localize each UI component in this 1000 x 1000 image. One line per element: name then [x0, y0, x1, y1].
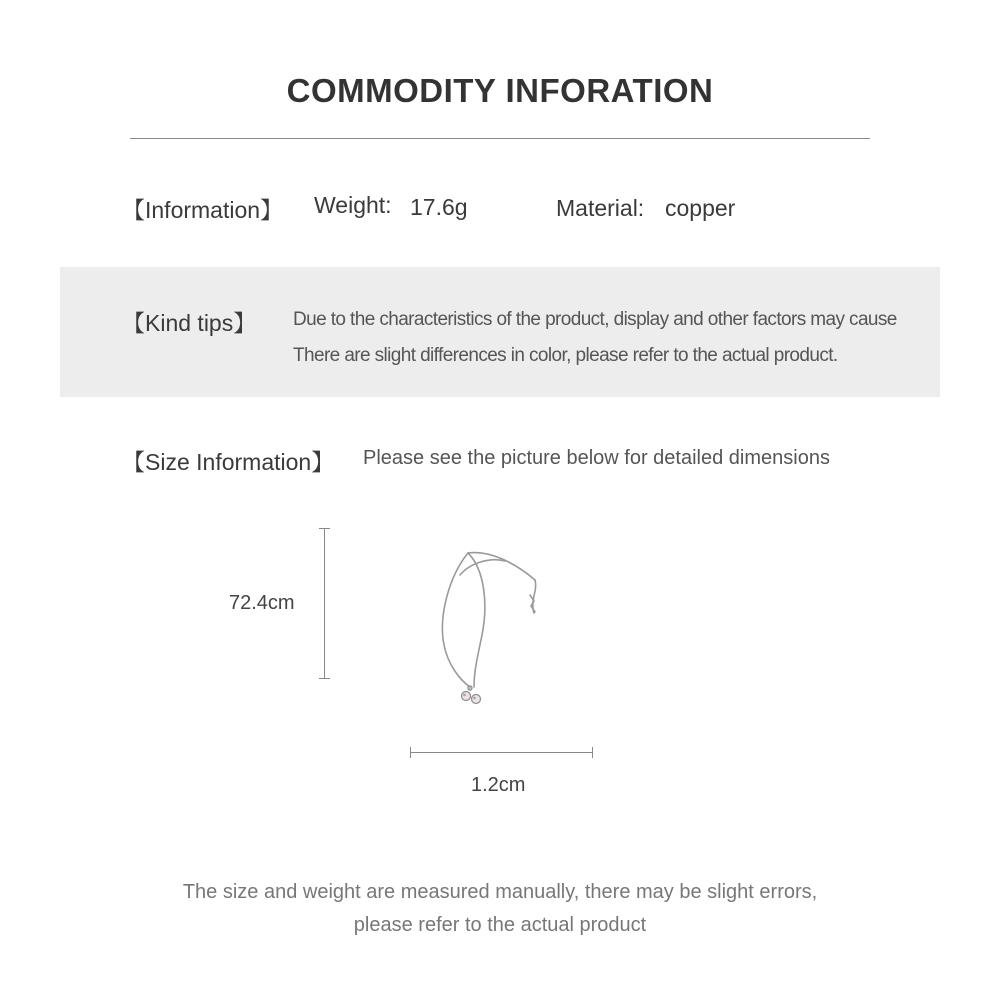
width-dimension-cap-right [592, 747, 593, 758]
width-dimension-text: 1.2cm [471, 774, 526, 796]
footer-note-line-1: The size and weight are measured manually, there may be slight errors, [182, 881, 818, 903]
kind-tips-label: 【Kind tips】 [122, 310, 257, 336]
footer-note-line-2: please refer to the actual product [353, 914, 647, 936]
title-divider [130, 138, 870, 139]
kind-tips-line-2: There are slight differences in color, please refer to the actual product. [293, 345, 838, 366]
material-value: copper [665, 195, 736, 221]
length-dimension-cap-bottom [319, 678, 330, 679]
size-information-note: Please see the picture below for detailed dimensions [363, 447, 830, 469]
size-information-label: 【Size Information】 [122, 449, 335, 475]
information-label: 【Information】 [122, 197, 284, 223]
weight-value: 17.6g [410, 194, 468, 220]
weight-label: Weight: [314, 192, 392, 218]
width-dimension-line [410, 752, 592, 753]
material-label: Material: [556, 195, 645, 221]
page-title: COMMODITY INFORATION [286, 72, 714, 109]
necklace-product-image [430, 545, 555, 715]
length-dimension-text: 72.4cm [229, 592, 295, 614]
length-dimension-line [324, 528, 325, 678]
kind-tips-line-1: Due to the characteristics of the product, display and other factors may cause [293, 309, 897, 330]
